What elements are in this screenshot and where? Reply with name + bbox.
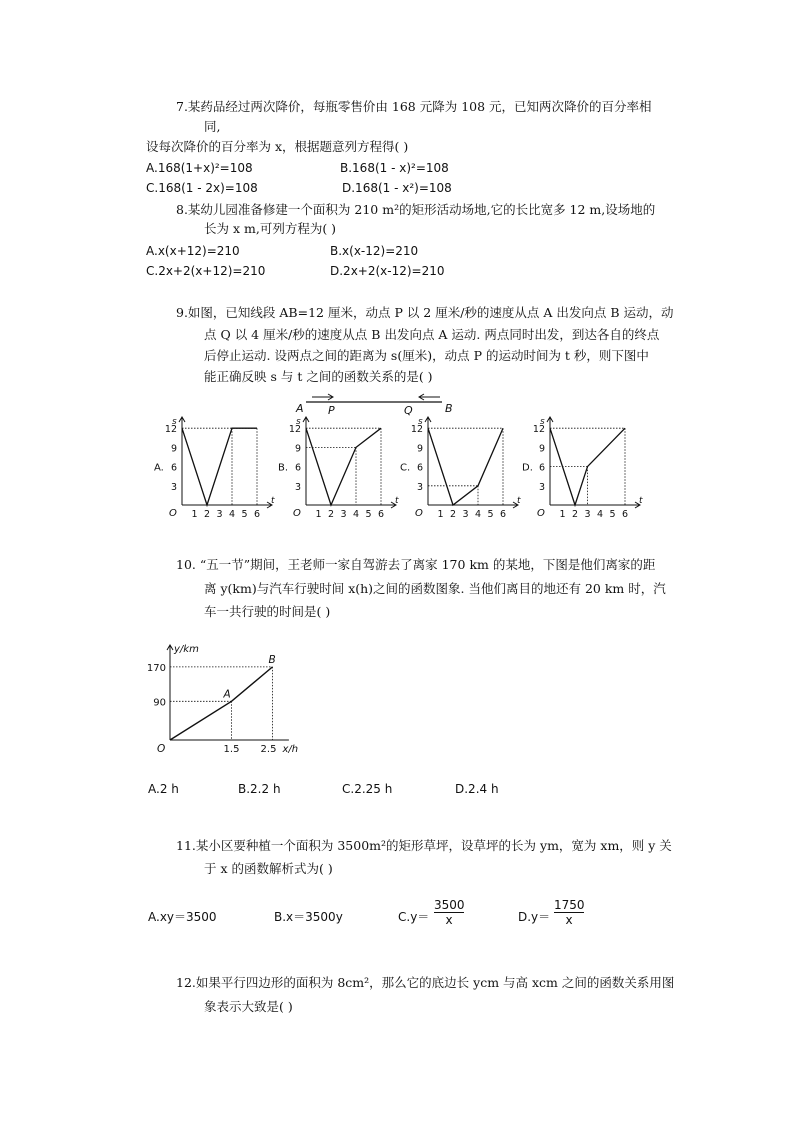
point-label-a: A [223, 688, 231, 701]
origin-label: O [537, 508, 545, 519]
y-tick-label: 6 [170, 462, 177, 474]
y-axis-label: y/km [174, 644, 199, 655]
chart-option-a [152, 412, 275, 522]
origin-label: O [415, 508, 423, 519]
x-tick-label: 1 [437, 509, 444, 520]
fraction-numerator: 3500 [434, 898, 465, 912]
point-label-b: B [268, 653, 276, 666]
x-tick-label: 6 [499, 509, 507, 520]
y-tick-label: 3 [538, 481, 545, 493]
y-tick-label: 9 [294, 443, 301, 455]
x-tick-label: 5 [241, 509, 248, 520]
x-tick-label: 1 [315, 509, 322, 520]
fraction-denominator: x [434, 912, 464, 927]
x-tick-label: 3 [584, 509, 591, 520]
q10-line2: 离 y(km)与汽车行驶时间 x(h)之间的函数图象. 当他们离目的地还有 20 km 时，汽 [204, 581, 666, 596]
chart-option-b [276, 412, 399, 522]
y-tick-label: 3 [170, 481, 177, 493]
y-tick-label: 12 [164, 424, 177, 436]
x-tick-label: 2 [449, 509, 457, 520]
x-tick-label: 4 [352, 509, 360, 520]
q10-option-d: D.2.4 h [455, 782, 499, 796]
y-tick-label: 6 [294, 462, 301, 474]
q7-option-b: B.168(1 - x)²=108 [340, 161, 449, 175]
y-tick-label: 12 [410, 424, 423, 436]
x-tick-label: 4 [228, 509, 236, 520]
y-tick-label: 3 [416, 481, 423, 493]
q9-line4: 能正确反映 s 与 t 之间的函数关系的是( ) [204, 369, 433, 384]
x-axis-label: x/h [282, 744, 299, 755]
q11-line1: 11.某小区要种植一个面积为 3500m²的矩形草坪，设草坪的长为 ym，宽为 xm，则 y 关 [176, 838, 672, 853]
q8-line1: 8.某幼儿园准备修建一个面积为 210 m²的矩形活动场地,它的长比宽多 12 m,设场地的 [176, 202, 656, 217]
q8-option-a: A.x(x+12)=210 [146, 244, 240, 258]
chart-option-c [398, 412, 521, 522]
q8-option-d: D.2x+2(x-12)=210 [330, 264, 445, 278]
q10-line1: 10. “五一节”期间，王老师一家自驾游去了离家 170 km 的某地，下图是他们离家的距 [176, 557, 656, 572]
q8-option-b: B.x(x-12)=210 [330, 244, 419, 258]
fraction-denominator: x [554, 912, 584, 927]
x-tick-label: 2.5 [260, 744, 277, 755]
chart-option-label: B. [278, 462, 289, 474]
x-tick-label: 3 [462, 509, 469, 520]
y-tick-label: 9 [170, 443, 177, 455]
x-axis-label: t [395, 496, 399, 506]
x-axis-label: t [517, 496, 521, 506]
y-tick-label: 90 [153, 697, 166, 709]
chart-option-label: C. [400, 462, 411, 474]
y-tick-label: 3 [294, 481, 301, 493]
x-tick-label: 3 [216, 509, 223, 520]
q10-line3: 车一共行驶的时间是( ) [204, 604, 331, 619]
label-p: P [328, 404, 335, 417]
q10-option-a: A.2 h [148, 782, 179, 796]
q9-line2: 点 Q 以 4 厘米/秒的速度从点 B 出发向点 A 运动. 两点同时出发，到达各自的终点 [204, 327, 660, 342]
y-axis-label: s [418, 417, 423, 427]
y-axis-label: s [296, 417, 301, 427]
y-tick-label: 6 [416, 462, 423, 474]
q7-option-d: D.168(1 - x²)=108 [342, 181, 452, 195]
x-axis-label: t [639, 496, 643, 506]
y-tick-label: 9 [416, 443, 423, 455]
q10-option-c: C.2.25 h [342, 782, 393, 796]
x-tick-label: 6 [253, 509, 261, 520]
q11-option-d-prefix: D.y＝ [518, 910, 551, 924]
x-axis-label: t [271, 496, 275, 506]
data-series-line [170, 667, 273, 740]
origin-label: O [157, 743, 166, 755]
q8-line2: 长为 x m,可列方程为( ) [204, 221, 337, 236]
q11-line2: 于 x 的函数解析式为( ) [204, 861, 333, 876]
origin-label: O [293, 508, 301, 519]
chart-option-label: A. [154, 462, 164, 474]
travel-chart [140, 640, 310, 758]
q7-option-a: A.168(1+x)²=108 [146, 161, 253, 175]
fraction-numerator: 1750 [554, 898, 585, 912]
y-tick-label: 170 [146, 662, 166, 674]
y-tick-label: 9 [538, 443, 545, 455]
x-tick-label: 1 [191, 509, 198, 520]
label-b: B [445, 402, 453, 415]
q7-line3: 设每次降价的百分率为 x，根据题意列方程得( ) [146, 139, 409, 154]
x-tick-label: 5 [487, 509, 494, 520]
x-tick-label: 3 [340, 509, 347, 520]
label-q: Q [404, 404, 413, 417]
chart-option-label: D. [522, 462, 533, 474]
q8-option-c: C.2x+2(x+12)=210 [146, 264, 266, 278]
q10-option-b: B.2.2 h [238, 782, 281, 796]
x-tick-label: 2 [571, 509, 579, 520]
q11-option-a: A.xy＝3500 [148, 910, 217, 924]
data-series-line [182, 428, 257, 505]
q7-option-c: C.168(1 - 2x)=108 [146, 181, 258, 195]
y-tick-label: 12 [532, 424, 545, 436]
y-tick-label: 12 [288, 424, 301, 436]
x-tick-label: 5 [609, 509, 616, 520]
q7-line1: 7.某药品经过两次降价，每瓶零售价由 168 元降为 108 元，已知两次降价的百分率相 [176, 99, 652, 114]
q11-option-c-fraction [434, 898, 464, 927]
data-series-line [428, 428, 503, 505]
x-tick-label: 2 [327, 509, 335, 520]
origin-label: O [169, 508, 177, 519]
data-series-line [550, 428, 625, 505]
chart-option-d [520, 412, 643, 522]
q9-line1: 9.如图，已知线段 AB=12 厘米，动点 P 以 2 厘米/秒的速度从点 A 出发向点 B 运动，动 [176, 305, 674, 320]
y-axis-label: s [540, 417, 545, 427]
label-a: A [296, 402, 304, 415]
q7-line2: 同, [204, 119, 221, 134]
x-tick-label: 1 [559, 509, 566, 520]
q11-option-b: B.x＝3500y [274, 910, 343, 924]
x-tick-label: 5 [365, 509, 372, 520]
x-tick-label: 2 [203, 509, 211, 520]
x-tick-label: 6 [377, 509, 385, 520]
q11-option-c-prefix: C.y＝ [398, 910, 430, 924]
q11-option-d-fraction [554, 898, 584, 927]
q9-line3: 后停止运动. 设两点之间的距离为 s(厘米)，动点 P 的运动时间为 t 秒，则下图中 [204, 348, 649, 363]
y-tick-label: 6 [538, 462, 545, 474]
x-tick-label: 1.5 [223, 744, 240, 755]
data-series-line [306, 428, 381, 505]
x-tick-label: 6 [621, 509, 629, 520]
q12-line2: 象表示大致是( ) [204, 999, 293, 1014]
q12-line1: 12.如果平行四边形的面积为 8cm²，那么它的底边长 ycm 与高 xcm 之间的函数关系用图 [176, 975, 675, 990]
y-axis-label: s [172, 417, 177, 427]
x-tick-label: 4 [474, 509, 482, 520]
x-tick-label: 4 [596, 509, 604, 520]
